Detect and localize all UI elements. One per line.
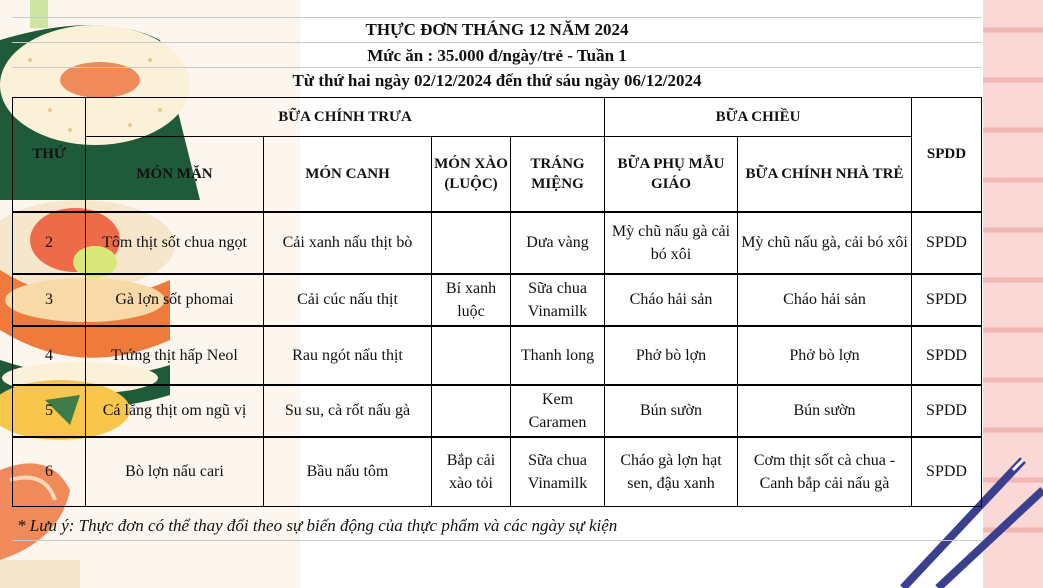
cell-day: 3 [13, 274, 86, 326]
cell-soup: Rau ngót nấu thịt [264, 326, 432, 385]
cell-soup: Cải cúc nấu thịt [264, 274, 432, 326]
cell-dessert: Sữa chua Vinamilk [511, 274, 605, 326]
cell-kindergarten-snack: Bún sườn [605, 385, 738, 437]
cell-stir-fry: Bắp cải xào tỏi [432, 437, 511, 507]
col-header-stir-fry: MÓN XÀO (LUỘC) [432, 137, 511, 212]
cell-main-dish: Trứng thịt hấp Neol [86, 326, 264, 385]
table-row [13, 385, 982, 437]
cell-soup: Cải xanh nấu thịt bò [264, 212, 432, 274]
cell-spdd: SPDD [912, 274, 982, 326]
cell-nursery-meal: Mỳ chũ nấu gà, cải bó xôi [738, 212, 912, 274]
cell-nursery-meal: Bún sườn [738, 385, 912, 437]
footnote: * Lưu ý: Thực đơn có thể thay đổi theo sự biến động của thực phẩm và các ngày sự kiện [17, 516, 618, 535]
cell-spdd: SPDD [912, 212, 982, 274]
group-header-lunch: BỮA CHÍNH TRƯA [86, 98, 605, 137]
cell-dessert: Kem Caramen [511, 385, 605, 437]
col-header-kindergarten-snack: BỮA PHỤ MẪU GIÁO [605, 137, 738, 212]
cell-stir-fry: Bí xanh luộc [432, 274, 511, 326]
group-header-afternoon: BỮA CHIỀU [605, 98, 912, 137]
cell-kindergarten-snack: Mỳ chũ nấu gà cải bó xôi [605, 212, 738, 274]
cell-main-dish: Tôm thịt sốt chua ngọt [86, 212, 264, 274]
cell-dessert: Thanh long [511, 326, 605, 385]
table-row [13, 437, 982, 507]
cell-dessert: Sữa chua Vinamilk [511, 437, 605, 507]
cell-spdd: SPDD [912, 437, 982, 507]
col-header-dessert: TRÁNG MIỆNG [511, 137, 605, 212]
table-row [13, 274, 982, 326]
cell-stir-fry [432, 212, 511, 274]
cell-nursery-meal: Cháo hải sản [738, 274, 912, 326]
cell-day: 4 [13, 326, 86, 385]
cell-nursery-meal: Cơm thịt sốt cà chua - Canh bắp cải nấu gà [738, 437, 912, 507]
col-header-main-dish: MÓN MẶN [86, 137, 264, 212]
cell-stir-fry [432, 385, 511, 437]
cell-kindergarten-snack: Cháo gà lợn hạt sen, đậu xanh [605, 437, 738, 507]
cell-stir-fry [432, 326, 511, 385]
cell-main-dish: Gà lợn sốt phomai [86, 274, 264, 326]
meal-rate: Mức ăn : 35.000 đ/ngày/trẻ - Tuần 1 [367, 46, 627, 65]
cell-spdd: SPDD [912, 326, 982, 385]
cell-soup: Su su, cà rốt nấu gà [264, 385, 432, 437]
cell-day: 5 [13, 385, 86, 437]
date-range: Từ thứ hai ngày 02/12/2024 đến thứ sáu ngày 06/12/2024 [292, 71, 702, 90]
table-row [13, 326, 982, 385]
cell-kindergarten-snack: Cháo hải sản [605, 274, 738, 326]
table-row [13, 212, 982, 274]
menu-title: THỰC ĐƠN THÁNG 12 NĂM 2024 [365, 20, 629, 39]
cell-main-dish: Bò lợn nấu cari [86, 437, 264, 507]
col-header-soup: MÓN CANH [264, 137, 432, 212]
col-header-spdd: SPDD [912, 98, 982, 212]
cell-day: 6 [13, 437, 86, 507]
col-header-day: THỨ [13, 98, 86, 212]
cell-kindergarten-snack: Phở bò lợn [605, 326, 738, 385]
cell-dessert: Dưa vàng [511, 212, 605, 274]
cell-nursery-meal: Phở bò lợn [738, 326, 912, 385]
cell-day: 2 [13, 212, 86, 274]
col-header-nursery-meal: BỮA CHÍNH NHÀ TRẺ [738, 137, 912, 212]
cell-spdd: SPDD [912, 385, 982, 437]
menu-table [12, 97, 982, 507]
cell-soup: Bầu nấu tôm [264, 437, 432, 507]
cell-main-dish: Cá lăng thịt om ngũ vị [86, 385, 264, 437]
